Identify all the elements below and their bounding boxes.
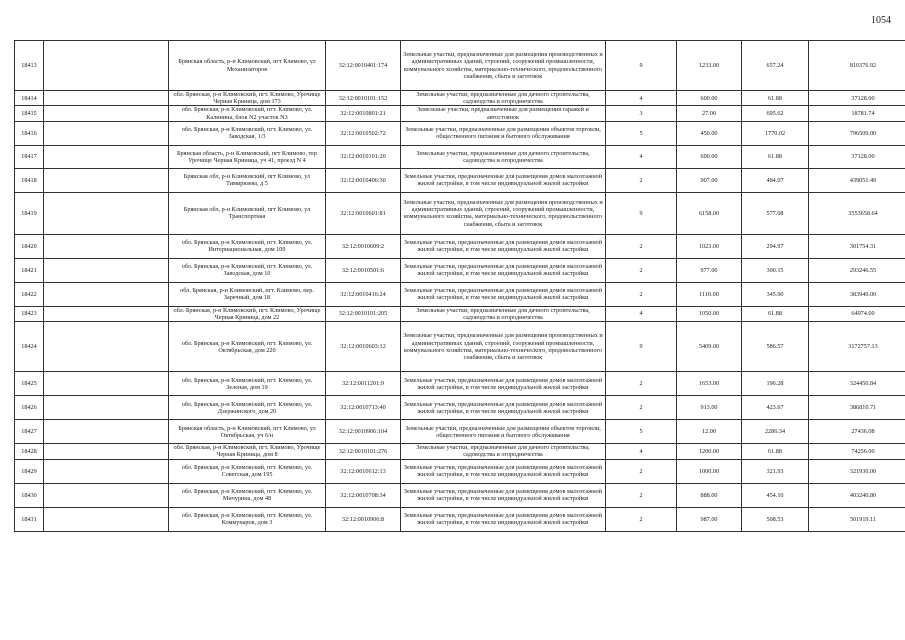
row-cadastral-number: 32:12:0011201:9 [326,372,401,396]
row-address: обл. Брянская, р-н Климовский, пгт. Климово, Урочище Черная Криница, дом 8 [169,444,326,459]
row-id: 18431 [15,507,44,531]
row-cadastral-value: 3553658.64 [809,192,905,234]
row-cadastral-value: 439051.49 [809,168,905,192]
row-cadastral-number: 32:12:0010601:81 [326,192,401,234]
row-land-use: Земельные участки, предназначенные для размещения объектов торговли, общественного питания и бытового обслуживания [401,420,606,444]
row-area: 27.00 [677,106,742,121]
row-cadastral-number: 32:12:0010501:6 [326,258,401,282]
row-land-use: Земельные участки, предназначенные для дачного строительства, садоводства и огородничества [401,145,606,168]
table-row [15,282,905,306]
table-row [15,396,905,420]
row-cadastral-value: 293246.55 [809,258,905,282]
row-use-category: 5 [606,420,677,444]
row-land-use: Земельные участки, предназначенные для размещения домов малоэтажной жилой застройки, в том числе индивидуальной жилой застройки [401,372,606,396]
row-id: 18414 [15,91,44,106]
row-cadastral-number: 32:12:0010906:8 [326,507,401,531]
row-id: 18425 [15,372,44,396]
row-id: 18413 [15,41,44,91]
row-cadastral-number: 32:12:0010906:104 [326,420,401,444]
row-land-use: Земельные участки, предназначенные для размещения домов малоэтажной жилой застройки, в том числе индивидуальной жилой застройки [401,396,606,420]
row-unit-price: 294.97 [742,234,809,258]
row-spacer [44,444,169,459]
table-row [15,91,905,106]
row-cadastral-number: 32:12:0010713:40 [326,396,401,420]
row-spacer [44,258,169,282]
row-unit-price: 345.90 [742,282,809,306]
row-area: 450.00 [677,121,742,145]
row-use-category: 2 [606,372,677,396]
row-address: обл. Брянская, р-н Климовский, пгт. Климово, ул. Зеленая, дом 19 [169,372,326,396]
row-id: 18423 [15,306,44,321]
row-cadastral-value: 403240.80 [809,483,905,507]
row-spacer [44,106,169,121]
row-use-category: 4 [606,91,677,106]
table-row [15,192,905,234]
row-unit-price: 1770.02 [742,121,809,145]
row-land-use: Земельные участки, предназначенные для размещения производственных и административных зданий, строений, сооружений промышленности, коммунального хозяйства, материально-технического, продовольственного снабжения, сбыта и заготовок [401,192,606,234]
row-land-use: Земельные участки, предназначенные для размещения домов малоэтажной жилой застройки, в том числе индивидуальной жилой застройки [401,282,606,306]
row-address: обл. Брянская, р-н Климовский, пгт. Климово, ул. Октябрьская, дом 220 [169,322,326,372]
row-land-use: Земельные участки, предназначенные для дачного строительства, садоводства и огородничества [401,444,606,459]
row-id: 18420 [15,234,44,258]
row-area: 977.00 [677,258,742,282]
row-use-category: 2 [606,459,677,483]
row-cadastral-value: 3172757.13 [809,322,905,372]
row-unit-price: 321.93 [742,459,809,483]
row-cadastral-value: 810376.92 [809,41,905,91]
row-use-category: 4 [606,444,677,459]
row-cadastral-value: 501919.11 [809,507,905,531]
row-spacer [44,145,169,168]
row-address: обл. Брянская, р-н Климовский, пгт. Климово, ул. Дзержинского, дом 20 [169,396,326,420]
row-use-category: 9 [606,41,677,91]
row-area: 987.00 [677,507,742,531]
row-use-category: 9 [606,192,677,234]
row-area: 1200.00 [677,444,742,459]
row-use-category: 2 [606,168,677,192]
row-address: обл. Брянская, р-н Климовский, пгт. Климово, ул. Мичурина, дом 48 [169,483,326,507]
page-number: 1054 [871,15,891,26]
row-area: 1023.00 [677,234,742,258]
row-cadastral-number: 32:12:0010416:24 [326,282,401,306]
row-cadastral-number: 32:12:0010101:152 [326,91,401,106]
row-use-category: 5 [606,121,677,145]
row-cadastral-value: 64974.00 [809,306,905,321]
row-id: 18429 [15,459,44,483]
table-row [15,41,905,91]
table-row [15,234,905,258]
table-row [15,444,905,459]
table-row [15,106,905,121]
row-area: 12.00 [677,420,742,444]
table-row [15,145,905,168]
row-unit-price: 61.88 [742,91,809,106]
row-use-category: 2 [606,258,677,282]
row-land-use: Земельные участки, предназначенные для размещения производственных и административных зданий, строений, сооружений промышленности, коммунального хозяйства, материально-технического, продовольственного снабжения, сбыта и заготовок [401,322,606,372]
table-row [15,420,905,444]
table-row [15,372,905,396]
row-unit-price: 61.88 [742,306,809,321]
row-cadastral-number: 32:12:0010502:72 [326,121,401,145]
row-use-category: 2 [606,282,677,306]
row-use-category: 4 [606,145,677,168]
row-address: обл. Брянская, р-н Климовский, пгт. Климово, ул. Советская, дом 195 [169,459,326,483]
row-use-category: 3 [606,106,677,121]
table-row [15,483,905,507]
row-cadastral-number: 32:12:0010401:174 [326,41,401,91]
row-address: Брянская обл, р-н Климовский, пгт Климово, ул Транспортная [169,192,326,234]
row-cadastral-value: 27436.08 [809,420,905,444]
row-unit-price: 423.67 [742,396,809,420]
row-cadastral-value: 18781.74 [809,106,905,121]
row-address: Брянская область, р-н Климовский, пгт Климово, ул Октябрьская, уч 6/н [169,420,326,444]
row-cadastral-value: 383949.00 [809,282,905,306]
row-land-use: Земельные участки, предназначенные для размещения домов малоэтажной жилой застройки, в том числе индивидуальной жилой застройки [401,507,606,531]
table-row [15,168,905,192]
row-use-category: 2 [606,396,677,420]
row-address: обл. Брянская, р-н Климовский, пгт. Климово, ул. Заводская, дом 10 [169,258,326,282]
row-area: 907.00 [677,168,742,192]
row-spacer [44,372,169,396]
row-unit-price: 695.62 [742,106,809,121]
row-unit-price: 454.10 [742,483,809,507]
row-address: Брянская область, р-н Климовский, пгт Климово, ул Механизаторов [169,41,326,91]
row-land-use: Земельные участки, предназначенные для дачного строительства, садоводства и огородничества [401,306,606,321]
row-address: Брянская обл, р-н Климовский, пгт Климово, ул Тимирязева, д 5 [169,168,326,192]
table-row [15,121,905,145]
row-area: 1110.00 [677,282,742,306]
row-area: 5409.00 [677,322,742,372]
registry-body [15,41,905,532]
row-land-use: Земельные участки, предназначенные для размещения гаражей и автостоянок [401,106,606,121]
row-cadastral-number: 32:12:0010101:205 [326,306,401,321]
row-cadastral-value: 321930.00 [809,459,905,483]
row-spacer [44,483,169,507]
row-area: 913.00 [677,396,742,420]
row-spacer [44,192,169,234]
row-land-use: Земельные участки, предназначенные для размещения домов малоэтажной жилой застройки, в том числе индивидуальной жилой застройки [401,234,606,258]
row-cadastral-value: 796509.00 [809,121,905,145]
row-cadastral-number: 32:12:0010101:20 [326,145,401,168]
row-spacer [44,282,169,306]
row-cadastral-value: 37128.00 [809,91,905,106]
row-spacer [44,234,169,258]
row-spacer [44,396,169,420]
table-row [15,306,905,321]
row-cadastral-value: 324450.84 [809,372,905,396]
row-land-use: Земельные участки, предназначенные для дачного строительства, садоводства и огородничества [401,91,606,106]
row-id: 18428 [15,444,44,459]
row-id: 18422 [15,282,44,306]
row-use-category: 9 [606,322,677,372]
row-id: 18417 [15,145,44,168]
row-cadastral-number: 32:12:0010101:276 [326,444,401,459]
row-use-category: 4 [606,306,677,321]
row-id: 18418 [15,168,44,192]
row-cadastral-number: 32:12:0010406:30 [326,168,401,192]
row-unit-price: 61.88 [742,145,809,168]
row-area: 888.00 [677,483,742,507]
row-spacer [44,168,169,192]
row-spacer [44,306,169,321]
row-cadastral-value: 301754.31 [809,234,905,258]
row-spacer [44,41,169,91]
row-unit-price: 2286.34 [742,420,809,444]
row-id: 18430 [15,483,44,507]
row-id: 18415 [15,106,44,121]
row-unit-price: 196.28 [742,372,809,396]
row-cadastral-value: 386810.71 [809,396,905,420]
row-area: 600.00 [677,91,742,106]
row-address: обл. Брянская, р-н Климовский, пгт. Климово, Урочище Черная Криница, дом 173 [169,91,326,106]
row-id: 18427 [15,420,44,444]
row-area: 1233.00 [677,41,742,91]
row-area: 600.00 [677,145,742,168]
row-cadastral-number: 32:12:0010801:21 [326,106,401,121]
row-cadastral-number: 32:12:0010708:34 [326,483,401,507]
row-area: 6158.00 [677,192,742,234]
row-unit-price: 61.88 [742,444,809,459]
row-spacer [44,91,169,106]
row-land-use: Земельные участки, предназначенные для размещения производственных и административных зданий, строений, сооружений промышленности, коммунального хозяйства, материально-технического, продовольственного снабжения, сбыта и заготовок [401,41,606,91]
row-cadastral-number: 32:12:0010603:12 [326,322,401,372]
land-registry-table [14,40,905,532]
row-area: 1653.00 [677,372,742,396]
row-address: обл. Брянская, р-н Климовский, пгт. Климово, ул. Интернациональная, дом 109 [169,234,326,258]
row-spacer [44,459,169,483]
row-cadastral-value: 74256.00 [809,444,905,459]
row-cadastral-number: 32:12:0010609:2 [326,234,401,258]
row-unit-price: 577.08 [742,192,809,234]
row-area: 1000.00 [677,459,742,483]
row-address: обл. Брянская, р-н Климовский, пгт. Климово, ул. Заводская, 1/3 [169,121,326,145]
table-row [15,258,905,282]
row-use-category: 2 [606,234,677,258]
row-id: 18424 [15,322,44,372]
row-address: обл. Брянская, р-н Климовский, пгт. Климово, пер. Заречный, дом 18 [169,282,326,306]
row-area: 1050.00 [677,306,742,321]
table-row [15,459,905,483]
row-spacer [44,121,169,145]
row-spacer [44,322,169,372]
row-address: обл. Брянская, р-н Климовский, пгт. Климово, ул. Калинина, блок N2 участок N3 [169,106,326,121]
row-unit-price: 508.53 [742,507,809,531]
row-address: Брянская область, р-н Климовский, пгт Климово, тер Урочище Черная Криница, уч 41, проезд N 4 [169,145,326,168]
row-land-use: Земельные участки, предназначенные для размещения домов малоэтажной жилой застройки, в том числе индивидуальной жилой застройки [401,459,606,483]
row-spacer [44,507,169,531]
row-unit-price: 586.57 [742,322,809,372]
row-land-use: Земельные участки, предназначенные для размещения домов малоэтажной жилой застройки, в том числе индивидуальной жилой застройки [401,168,606,192]
row-cadastral-number: 32:12:0010612:13 [326,459,401,483]
row-cadastral-value: 37128.00 [809,145,905,168]
row-id: 18416 [15,121,44,145]
row-unit-price: 484.07 [742,168,809,192]
row-spacer [44,420,169,444]
table-row [15,507,905,531]
table-row [15,322,905,372]
row-unit-price: 300.15 [742,258,809,282]
row-unit-price: 657.24 [742,41,809,91]
row-address: обл. Брянская, р-н Климовский, пгт. Климово, Урочище Черная Криница, дом 22 [169,306,326,321]
row-id: 18426 [15,396,44,420]
row-use-category: 2 [606,507,677,531]
row-id: 18421 [15,258,44,282]
row-land-use: Земельные участки, предназначенные для размещения домов малоэтажной жилой застройки, в том числе индивидуальной жилой застройки [401,483,606,507]
row-address: обл. Брянская, р-н Климовский, пгт. Климово, ул. Коммунаров, дом 3 [169,507,326,531]
row-land-use: Земельные участки, предназначенные для размещения домов малоэтажной жилой застройки, в том числе индивидуальной жилой застройки [401,258,606,282]
row-id: 18419 [15,192,44,234]
row-land-use: Земельные участки, предназначенные для размещения объектов торговли, общественного питания и бытового обслуживания [401,121,606,145]
row-use-category: 2 [606,483,677,507]
